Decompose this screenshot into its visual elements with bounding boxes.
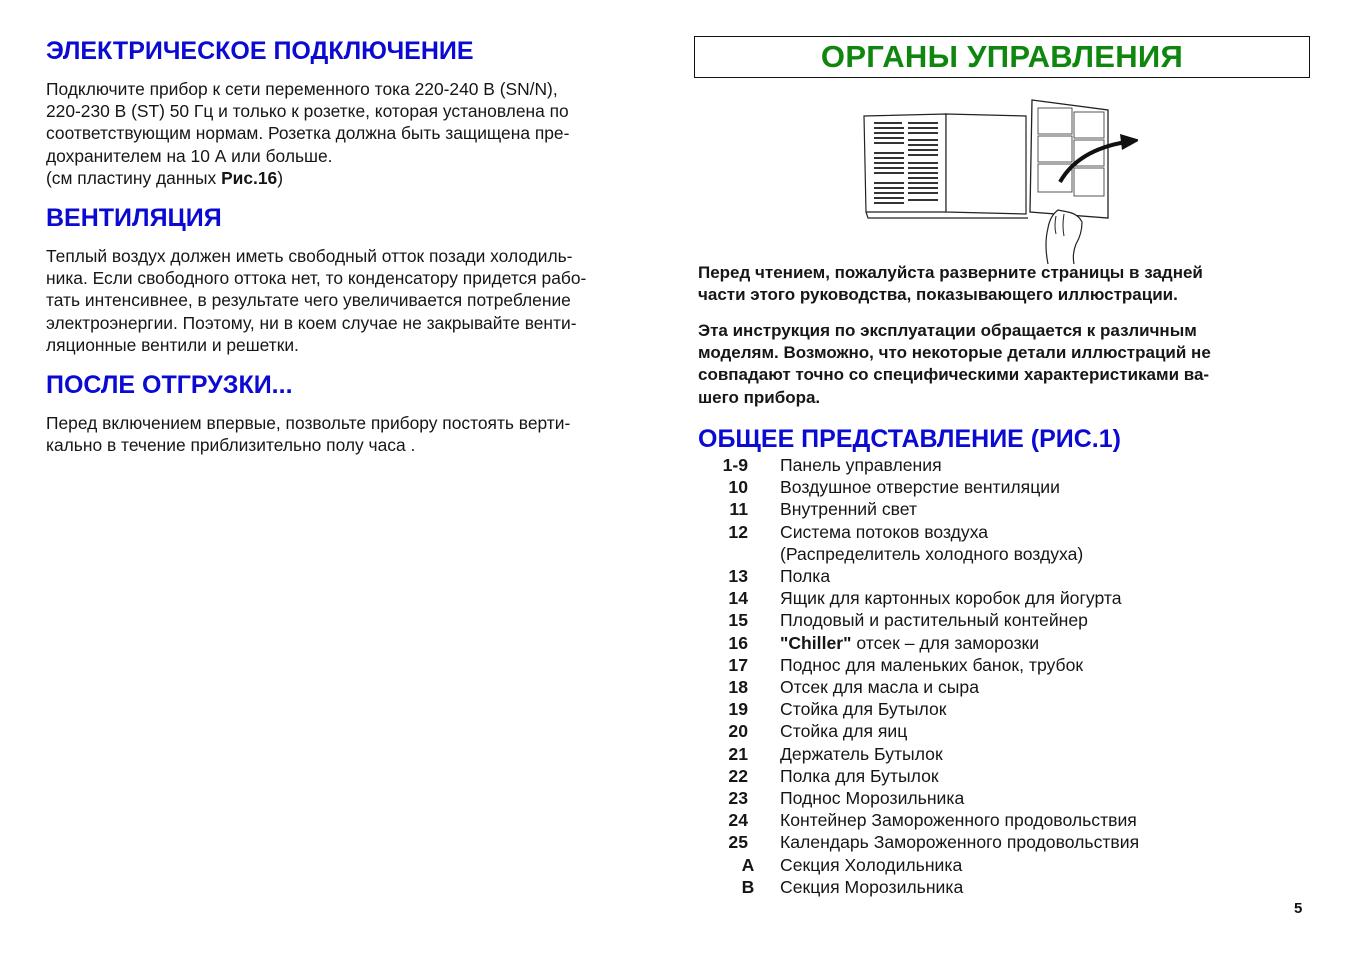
page-number: 5 [1294, 900, 1303, 917]
paragraph-after-transport: Перед включением впервые, позвольте прибору постоять верти- кально в течение приблизительно полу часа . [46, 413, 571, 456]
section-electrical [46, 36, 656, 189]
list-item: 12 Система потоков воздуха [728, 521, 989, 542]
left-column [46, 36, 656, 456]
page-title: ОРГАНЫ УПРАВЛЕНИЯ [820, 39, 1184, 74]
list-item: 23 Поднос Морозильника [728, 788, 965, 809]
list-item: 24 Контейнер Замороженного продовольствия [728, 810, 1137, 831]
heading-after-transport: ПОСЛЕ ОТГРУЗКИ... [46, 371, 293, 400]
list-item: B Секция Морозильника [741, 876, 964, 897]
list-item: 21 Держатель Бутылок [728, 743, 943, 764]
list-item: 15 Плодовый и растительный контейнер [728, 610, 1088, 631]
controls-title-box [694, 36, 1310, 78]
list-item: 17 Поднос для маленьких банок, трубок [728, 654, 1084, 675]
figure-reference: Рис.16 [221, 167, 278, 188]
heading-electrical: ЭЛЕКТРИЧЕСКОЕ ПОДКЛЮЧЕНИЕ [46, 37, 474, 65]
overview-section [698, 424, 1308, 898]
section-after-transport [46, 370, 656, 456]
unfold-pages-illustration [858, 94, 1138, 264]
section-ventilation [46, 203, 656, 356]
right-column [694, 36, 1310, 897]
list-item: 10 Воздушное отверстие вентиляции [728, 477, 1060, 498]
list-item: 18 Отсек для масла и сыра [728, 677, 980, 698]
heading-ventilation: ВЕНТИЛЯЦИЯ [46, 204, 222, 233]
list-item: 25 Календарь Замороженного продовольствия [728, 832, 1140, 853]
list-item-continuation: (Распределитель холодного воздуха) [780, 543, 1084, 564]
list-item: A Секция Холодильника [741, 854, 963, 875]
list-item: 14 Ящик для картонных коробок для йогурта [728, 588, 1122, 609]
booklet-hand-arrow-icon [858, 94, 1138, 264]
intro-unfold-pages: Перед чтением, пожалуйста разверните страницы в задней части этого руководства, показывающего иллюстрации. [698, 263, 1203, 305]
heading-overview: ОБЩЕЕ ПРЕДСТАВЛЕНИЕ (РИС.1) [698, 425, 1121, 453]
list-item: 11 Внутренний свет [729, 499, 918, 520]
parts-list [698, 454, 1308, 898]
paragraph-electrical: Подключите прибор к сети переменного тока 220-240 В (SN/N), 220-230 В (ST) 50 Гц и только к розетке, которая установлена по соответствующим нормам. Розетка должна быть защищена пре- дохранителем на 10 А или больше. (см пластину данных Рис.16) [46, 79, 570, 188]
list-item: 16 "Chiller" отсек – для заморозки [728, 632, 1040, 653]
list-item: 1-9 Панель управления [722, 455, 942, 475]
intro-models-note: Эта инструкция по эксплуатации обращается к различным моделям. Возможно, что некоторые детали иллюстраций не совпадают точно со специфическими характеристиками ва- шего прибора. [698, 321, 1211, 407]
list-item: 20 Стойка для яиц [728, 721, 908, 742]
paragraph-ventilation: Теплый воздух должен иметь свободный отток позади холодиль- ника. Если свободного оттока нет, то конденсатору придется рабо- тать интенсивнее, в результате чего увеличивается потребление электроэнергии. Поэтому, ни в коем случае не закрывайте венти- ляционные вентили и решетки. [46, 246, 587, 355]
list-item: 13 Полка [728, 566, 831, 587]
list-item: 22 Полка для Бутылок [728, 765, 939, 786]
list-item: 19 Стойка для Бутылок [728, 699, 947, 720]
